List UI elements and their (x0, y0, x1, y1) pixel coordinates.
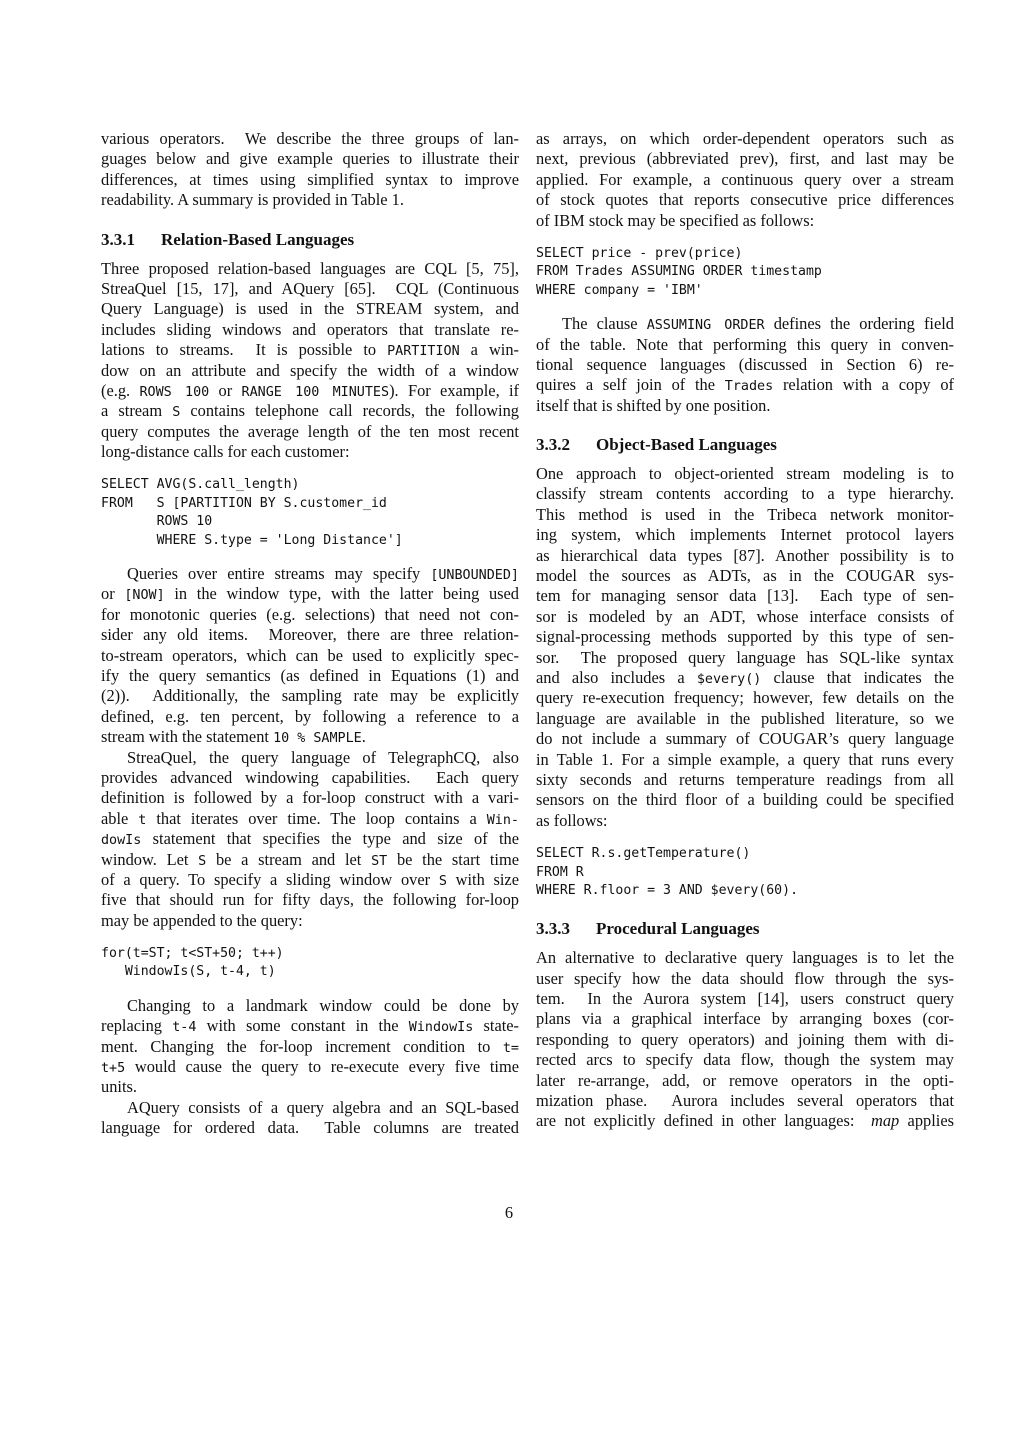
text-run: definition is followed by a for-loop construct with a vari- (101, 788, 519, 808)
paragraph (101, 564, 519, 748)
code-line: FROM Trades ASSUMING ORDER timestamp (536, 264, 822, 280)
text-run: may be appended to the query: (101, 910, 303, 930)
text-line (101, 1098, 519, 1118)
text-line (536, 1111, 954, 1131)
text-line (101, 584, 519, 604)
text-run: tional sequence languages (discussed in Section 6) re- (536, 354, 954, 374)
text-run: (e.g. (101, 380, 140, 400)
text-line (536, 484, 954, 504)
text-run: signal-processing methods supported by this type of sen- (536, 627, 954, 647)
text-line (101, 829, 519, 849)
text-run: dow on an attribute and specify the width of a window (101, 360, 519, 380)
spacer (536, 456, 954, 464)
code-inline: S (198, 853, 207, 869)
code-block (101, 945, 519, 982)
text-line (536, 709, 954, 729)
text-run: quires a self join of the (536, 375, 725, 395)
text-line (536, 211, 954, 231)
text-run: responding to query operators) and joining them with di- (536, 1029, 954, 1049)
text-line (101, 646, 519, 666)
code-line: WHERE company = 'IBM' (536, 282, 703, 298)
text-run: language are available in the published literature, so we (536, 708, 954, 728)
section-heading (536, 434, 954, 456)
code-line: WindowIs(S, t-4, t) (101, 964, 276, 980)
text-run: ify the query semantics (as defined in Equations (1) and (101, 665, 519, 685)
text-line (536, 505, 954, 525)
text-line (101, 748, 519, 768)
section-title: Relation-Based Languages (161, 229, 355, 249)
code-inline: WindowIs (408, 1020, 474, 1036)
section-heading (101, 229, 519, 251)
text-run: language for ordered data. Table columns are treated (101, 1118, 519, 1138)
text-run: that iterates over time. The loop contains a (146, 808, 487, 828)
text-run: five that should run for fifty days, the following for-loop (101, 890, 519, 910)
text-line (536, 546, 954, 566)
spacer (101, 550, 519, 564)
text-run: sor is modeled by an ADT, whose interface consists of (536, 606, 954, 626)
text-line (101, 809, 519, 829)
spacer (101, 931, 519, 945)
text-line (101, 727, 519, 747)
text-run: of a query. To specify a sliding window over (101, 869, 439, 889)
text-line (536, 989, 954, 1009)
text-run: window. Let (101, 849, 199, 869)
text-line (101, 666, 519, 686)
text-line (536, 314, 954, 334)
text-run: ment. Changing the for-loop increment condition to (101, 1036, 503, 1056)
text-line (536, 627, 954, 647)
text-line (101, 996, 519, 1016)
paragraph (536, 129, 954, 231)
code-inline: [UNBOUNDED] (430, 568, 519, 584)
paragraph (536, 464, 954, 831)
text-run: lations to streams. It is possible to (101, 340, 388, 360)
text-line (536, 355, 954, 375)
text-line (536, 566, 954, 586)
text-line (536, 790, 954, 810)
text-line (101, 299, 519, 319)
code-inline: Win- (486, 812, 519, 828)
text-run: guages below and give example queries to illustrate their (101, 149, 519, 169)
section-title: Object-Based Languages (596, 435, 777, 455)
text-run: applies (899, 1111, 954, 1131)
text-run: tem for managing sensor data [13]. Each type of sen- (536, 586, 954, 606)
text-line (536, 729, 954, 749)
code-inline: t-4 (172, 1020, 197, 1036)
spacer (101, 251, 519, 259)
text-run: Three proposed relation-based languages are CQL [5, 75], (101, 258, 519, 278)
code-inline: ST (371, 853, 388, 869)
text-run: . (361, 727, 366, 747)
text-line (536, 1009, 954, 1029)
code-block (536, 245, 954, 300)
text-run: various operators. We describe the three groups of lan- (101, 129, 519, 148)
text-line (536, 607, 954, 627)
text-run: as arrays, on which order-dependent operators such as (536, 129, 954, 148)
text-run: sider any old items. Moreover, there are three relation- (101, 625, 519, 645)
code-inline: t+5 (101, 1061, 126, 1077)
text-line (101, 1016, 519, 1036)
code-block (536, 845, 954, 900)
text-run: The clause (562, 314, 647, 334)
section-number: 3.3.1 (101, 229, 135, 249)
text-line (101, 788, 519, 808)
text-run: would cause the query to re-execute every five time (125, 1057, 519, 1077)
text-run: readability. A summary is provided in Table 1. (101, 190, 404, 210)
text-line (101, 1077, 519, 1097)
text-run: stream with the statement (101, 727, 274, 747)
text-run: of stock quotes that reports consecutive price differences (536, 190, 954, 210)
text-line (101, 259, 519, 279)
text-run: are not explicitly defined in other languages: (536, 1111, 872, 1131)
text-line (536, 129, 954, 149)
text-run: user specify how the data should flow through the sys- (536, 968, 954, 988)
text-run: later re-arrange, add, or remove operators in the opti- (536, 1070, 954, 1090)
text-run: tem. In the Aurora system [14], users construct query (536, 989, 954, 1009)
right-column (536, 129, 954, 1132)
text-line (536, 1030, 954, 1050)
text-run: as hierarchical data types [87]. Another possibility is to (536, 545, 954, 565)
text-line (101, 381, 519, 401)
text-line (536, 948, 954, 968)
text-run: or (101, 584, 125, 604)
code-inline: RANGE 100 MINUTES (241, 384, 390, 400)
text-run: Queries over entire streams may specify (127, 564, 431, 584)
text-run: or (209, 380, 242, 400)
text-run: This method is used in the Tribeca network monitor- (536, 504, 954, 524)
text-run: in Table 1. For a simple example, a query that runs every (536, 749, 954, 769)
text-run: be the start time (387, 849, 519, 869)
text-line (536, 668, 954, 688)
text-run: Changing to a landmark window could be done by (127, 995, 519, 1015)
text-line (101, 320, 519, 340)
left-column (101, 129, 519, 1139)
text-run: sixty seconds and returns temperature readings from all (536, 769, 954, 789)
text-run: a stream (101, 401, 173, 421)
text-line (101, 686, 519, 706)
spacer (101, 462, 519, 476)
text-run: plans via a graphical interface by arranging boxes (cor- (536, 1009, 954, 1029)
text-run: rected arcs to specify data flow, though the system may (536, 1050, 954, 1070)
text-line (101, 149, 519, 169)
text-run: StreaQuel, the query language of TelegraphCQ, also (127, 747, 519, 767)
code-line: WHERE R.floor = 3 AND $every(60). (536, 882, 799, 898)
text-run: with size (446, 869, 519, 889)
code-line: SELECT R.s.getTemperature() (536, 846, 751, 862)
spacer (536, 231, 954, 245)
spacer (536, 300, 954, 314)
text-run: with some constant in the (196, 1016, 409, 1036)
text-line (101, 401, 519, 421)
text-run: able (101, 808, 139, 828)
text-run: provides advanced windowing capabilities. Each query (101, 767, 519, 787)
code-block (101, 476, 519, 550)
text-line (101, 1037, 519, 1057)
text-line (536, 170, 954, 190)
paragraph (101, 259, 519, 463)
text-run: units. (101, 1077, 137, 1097)
text-line (101, 190, 519, 210)
code-line: FROM S [PARTITION BY S.customer_id (101, 495, 387, 511)
spacer (536, 900, 954, 918)
code-inline: S (438, 873, 447, 889)
section-number: 3.3.3 (536, 919, 570, 939)
code-inline: t (138, 812, 147, 828)
text-line (101, 625, 519, 645)
code-inline: Trades (724, 379, 774, 395)
spacer (536, 940, 954, 948)
code-line: SELECT price - prev(price) (536, 245, 743, 261)
text-line (101, 422, 519, 442)
spacer (536, 416, 954, 434)
text-line (101, 605, 519, 625)
text-run: relation with a copy of (773, 375, 954, 395)
text-line (101, 870, 519, 890)
text-line (101, 890, 519, 910)
text-run: StreaQuel [15, 17], and AQuery [65]. CQL (Continuous (101, 278, 519, 298)
section-number: 3.3.2 (536, 435, 570, 455)
text-run: long-distance calls for each customer: (101, 442, 350, 462)
code-line: FROM R (536, 864, 584, 880)
text-line (101, 768, 519, 788)
text-line (536, 1050, 954, 1070)
text-run: to-stream operators, which can be used to explicitly spec- (101, 645, 519, 665)
text-run: do not include a summary of COUGAR’s query language (536, 729, 954, 749)
text-run: defines the ordering field (764, 314, 954, 334)
text-run: clause that indicates the (761, 667, 954, 687)
text-run: defined, e.g. ten percent, by following a reference to a (101, 706, 519, 726)
text-run: itself that is shifted by one position. (536, 395, 771, 415)
text-line (536, 149, 954, 169)
text-line (536, 688, 954, 708)
text-line (536, 335, 954, 355)
text-run: model the sources as ADTs, as in the COUGAR sys- (536, 566, 954, 586)
spacer (101, 982, 519, 996)
text-run: ). For example, if (389, 380, 519, 400)
paragraph (536, 948, 954, 1132)
text-line (536, 190, 954, 210)
text-run: replacing (101, 1016, 173, 1036)
text-line (536, 811, 954, 831)
text-line (101, 1118, 519, 1138)
code-inline: S (172, 405, 181, 421)
text-run: state- (473, 1016, 519, 1036)
text-line (536, 750, 954, 770)
text-line (101, 361, 519, 381)
code-inline: PARTITION (387, 344, 460, 360)
page-number: 6 (504, 1203, 514, 1222)
spacer (101, 211, 519, 229)
text-run: includes sliding windows and operators that translate re- (101, 319, 519, 339)
paragraph (101, 1098, 519, 1139)
text-line (101, 911, 519, 931)
text-line (101, 442, 519, 462)
text-line (536, 648, 954, 668)
text-run: a win- (459, 340, 519, 360)
text-line (101, 1057, 519, 1077)
emphasis: map (871, 1111, 900, 1131)
text-run: differences, at times using simplified syntax to improve (101, 169, 519, 189)
text-line (536, 770, 954, 790)
code-line: WHERE S.type = 'Long Distance'] (101, 532, 403, 548)
text-line (536, 1071, 954, 1091)
text-line (536, 375, 954, 395)
text-line (536, 1091, 954, 1111)
paragraph (101, 129, 519, 211)
text-line (101, 170, 519, 190)
paragraph (101, 748, 519, 932)
text-run: applied. For example, a continuous query over a stream (536, 169, 954, 189)
text-line (536, 525, 954, 545)
text-line (101, 129, 519, 149)
text-run: mization phase. Aurora includes several operators that (536, 1091, 954, 1111)
spacer (536, 831, 954, 845)
paragraph (101, 996, 519, 1098)
text-line (101, 279, 519, 299)
code-line: for(t=ST; t<ST+50; t++) (101, 946, 284, 962)
text-run: ing system, which implements Internet protocol layers (536, 525, 954, 545)
text-line (536, 586, 954, 606)
text-run: of the table. Note that performing this query in conven- (536, 334, 954, 354)
text-run: in the window type, with the latter being used (164, 584, 519, 604)
text-run: next, previous (abbreviated prev), first, and last may be (536, 149, 954, 169)
code-inline: $every() (696, 671, 762, 687)
text-line (101, 564, 519, 584)
text-run: sensors on the third floor of a building could be specified (536, 790, 954, 810)
code-inline: dowIs (101, 833, 142, 849)
text-run: as follows: (536, 810, 608, 830)
section-heading (536, 918, 954, 940)
section-title: Procedural Languages (596, 919, 760, 939)
text-run: of IBM stock may be specified as follows: (536, 210, 815, 230)
text-run: An alternative to declarative query languages is to let the (536, 948, 954, 968)
code-inline: t= (502, 1040, 519, 1056)
paragraph (536, 314, 954, 416)
text-line (536, 969, 954, 989)
text-run: sor. The proposed query language has SQL-like syntax (536, 647, 954, 667)
text-run: contains telephone call records, the following (180, 401, 519, 421)
text-run: (2)). Additionally, the sampling rate may be explicitly (101, 686, 519, 706)
code-inline: ROWS 100 (139, 384, 210, 400)
text-run: and also includes a (536, 667, 697, 687)
text-line (536, 396, 954, 416)
text-line (101, 340, 519, 360)
text-run: query re-execution frequency; however, few details on the (536, 688, 954, 708)
code-inline: ASSUMING ORDER (646, 318, 765, 334)
text-run: One approach to object-oriented stream modeling is to (536, 464, 954, 484)
text-line (101, 850, 519, 870)
text-run: Query Language) is used in the STREAM system, and (101, 299, 519, 319)
text-run: for monotonic queries (e.g. selections) that need not con- (101, 604, 519, 624)
text-line (101, 707, 519, 727)
text-line (536, 464, 954, 484)
text-run: AQuery consists of a query algebra and an SQL-based (127, 1097, 519, 1117)
code-line: ROWS 10 (101, 514, 213, 530)
text-run: query computes the average length of the ten most recent (101, 421, 519, 441)
text-run: be a stream and let (206, 849, 372, 869)
code-line: SELECT AVG(S.call_length) (101, 477, 300, 493)
code-inline: 10 % SAMPLE (273, 731, 362, 747)
text-run: statement that specifies the type and size of the (141, 829, 519, 849)
text-run: classify stream contents according to a type hierarchy. (536, 484, 954, 504)
code-inline: [NOW] (124, 588, 165, 604)
